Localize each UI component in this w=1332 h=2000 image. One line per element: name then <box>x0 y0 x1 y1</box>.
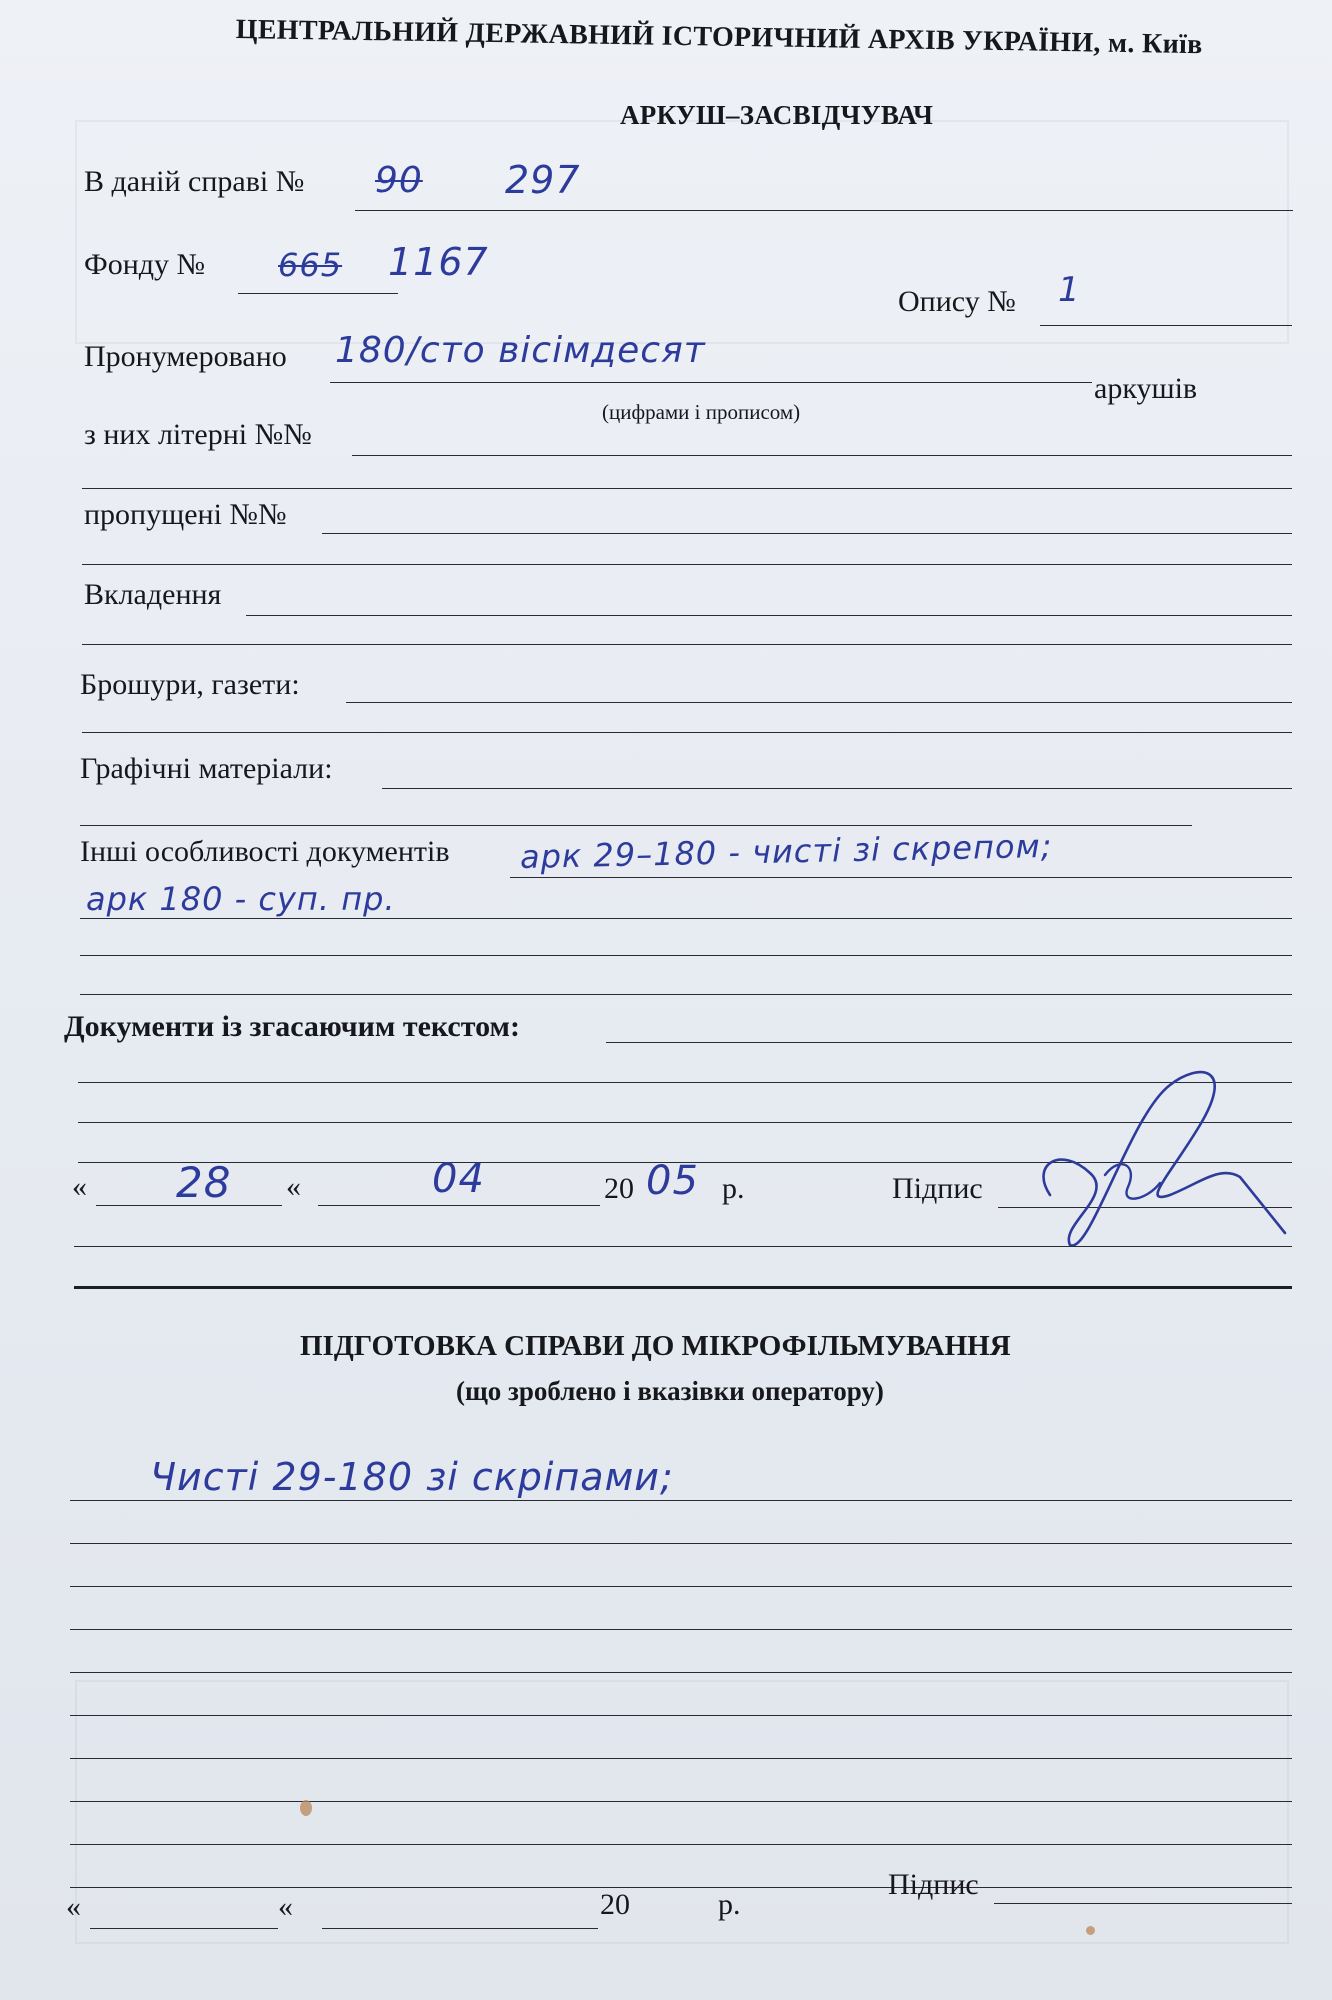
date2-day-line <box>90 1928 278 1929</box>
graphics-line <box>382 788 1292 789</box>
opys-label: Опису № <box>898 285 1016 318</box>
missing-numbers-label: пропущені №№ <box>84 498 287 531</box>
date1-year-word: р. <box>722 1172 745 1205</box>
attachments-line-2 <box>82 644 1292 645</box>
section2-line-9 <box>70 1844 1292 1845</box>
date1-month: 04 <box>432 1156 485 1202</box>
date1-month-line <box>318 1205 600 1206</box>
numbered-label: Пронумеровано <box>84 340 287 373</box>
case-number-line <box>355 210 1293 211</box>
archive-title: ЦЕНТРАЛЬНИЙ ДЕРЖАВНИЙ ІСТОРИЧНИЙ АРХІВ УКРАЇНИ, м. Київ <box>235 14 1203 61</box>
section2-line-10 <box>70 1887 1292 1888</box>
other-features-label: Інші особливості документів <box>80 835 450 868</box>
attachments-line <box>246 615 1292 616</box>
case-number-new: 297 <box>505 158 581 202</box>
other-features-line-3 <box>80 955 1292 956</box>
fond-number-new: 1167 <box>388 240 489 284</box>
brochures-line <box>346 702 1292 703</box>
section2-line-6 <box>70 1715 1292 1716</box>
date1-day-line <box>96 1205 282 1206</box>
sheets-word: аркушів <box>1094 372 1198 405</box>
letter-numbers-line-2 <box>82 488 1292 489</box>
section-divider <box>74 1286 1292 1289</box>
section2-line-2 <box>70 1543 1292 1544</box>
date1-year-prefix: 20 <box>604 1172 634 1205</box>
date2-year-word: р. <box>718 1888 741 1921</box>
section2-line-4 <box>70 1629 1292 1630</box>
fond-number-old: 665 <box>278 246 343 284</box>
section2-line-7 <box>70 1758 1292 1759</box>
date2-year-prefix: 20 <box>600 1888 630 1921</box>
section2-line-1 <box>70 1500 1292 1501</box>
brochures-line-2 <box>82 732 1292 733</box>
date2-month-line <box>322 1928 598 1929</box>
fond-number-line <box>238 293 398 294</box>
section2-line-5 <box>70 1672 1292 1673</box>
section2-line-8 <box>70 1801 1292 1802</box>
sheet-title: АРКУШ–ЗАСВІДЧУВАЧ <box>620 100 934 130</box>
opys-number-line <box>1040 325 1292 326</box>
opys-number: 1 <box>1058 270 1081 310</box>
paper-stain <box>300 1800 312 1816</box>
graphics-label: Графічні матеріали: <box>80 752 333 785</box>
missing-numbers-line-2 <box>82 564 1292 565</box>
other-features-line <box>510 877 1292 878</box>
date1-quote-mid: « <box>286 1170 301 1203</box>
other-features-line-2 <box>80 918 1292 919</box>
case-number-old: 90 <box>375 160 423 201</box>
faded-text-label: Документи із згасаючим текстом: <box>64 1010 520 1043</box>
other-features-value-1: арк 29–180 - чисті зі скрепом; <box>519 826 1053 876</box>
missing-numbers-line <box>322 533 1292 534</box>
section2-title: ПІДГОТОВКА СПРАВИ ДО МІКРОФІЛЬМУВАННЯ <box>300 1330 1011 1362</box>
date2-signature-label: Підпис <box>888 1868 979 1901</box>
paper-stain <box>1086 1926 1095 1935</box>
date1-year-suffix: 05 <box>646 1158 699 1204</box>
case-label: В даній справі № <box>84 165 305 198</box>
numbered-value: 180/сто вісімдесят <box>335 330 706 371</box>
bleed-through-table <box>75 120 1289 344</box>
other-features-value-2: арк 180 - суп. пр. <box>86 880 396 918</box>
faded-text-line <box>606 1042 1292 1043</box>
numbered-hint: (цифрами і прописом) <box>602 400 801 424</box>
signature-scribble <box>1020 1055 1292 1255</box>
date2-quote-open: « <box>66 1890 81 1923</box>
date1-quote-open: « <box>72 1170 87 1203</box>
fond-label: Фонду № <box>84 248 206 281</box>
other-features-line-4 <box>80 994 1292 995</box>
brochures-label: Брошури, газети: <box>80 668 300 701</box>
date2-signature-line <box>994 1903 1292 1904</box>
section2-note: Чисті 29-180 зі скріпами; <box>150 1455 674 1499</box>
date1-signature-label: Підпис <box>892 1172 983 1205</box>
attachments-label: Вкладення <box>84 578 222 611</box>
bleed-through-table <box>75 1680 1289 1944</box>
graphics-line-2 <box>80 825 1192 826</box>
numbered-line <box>330 382 1092 383</box>
date2-quote-mid: « <box>278 1890 293 1923</box>
date1-day: 28 <box>176 1158 232 1207</box>
section2-subtitle: (що зроблено і вказівки оператору) <box>456 1376 884 1406</box>
section2-line-3 <box>70 1586 1292 1587</box>
letter-numbers-label: з них літерні №№ <box>84 418 312 451</box>
letter-numbers-line <box>352 455 1292 456</box>
date1-line-2 <box>74 1246 1292 1247</box>
